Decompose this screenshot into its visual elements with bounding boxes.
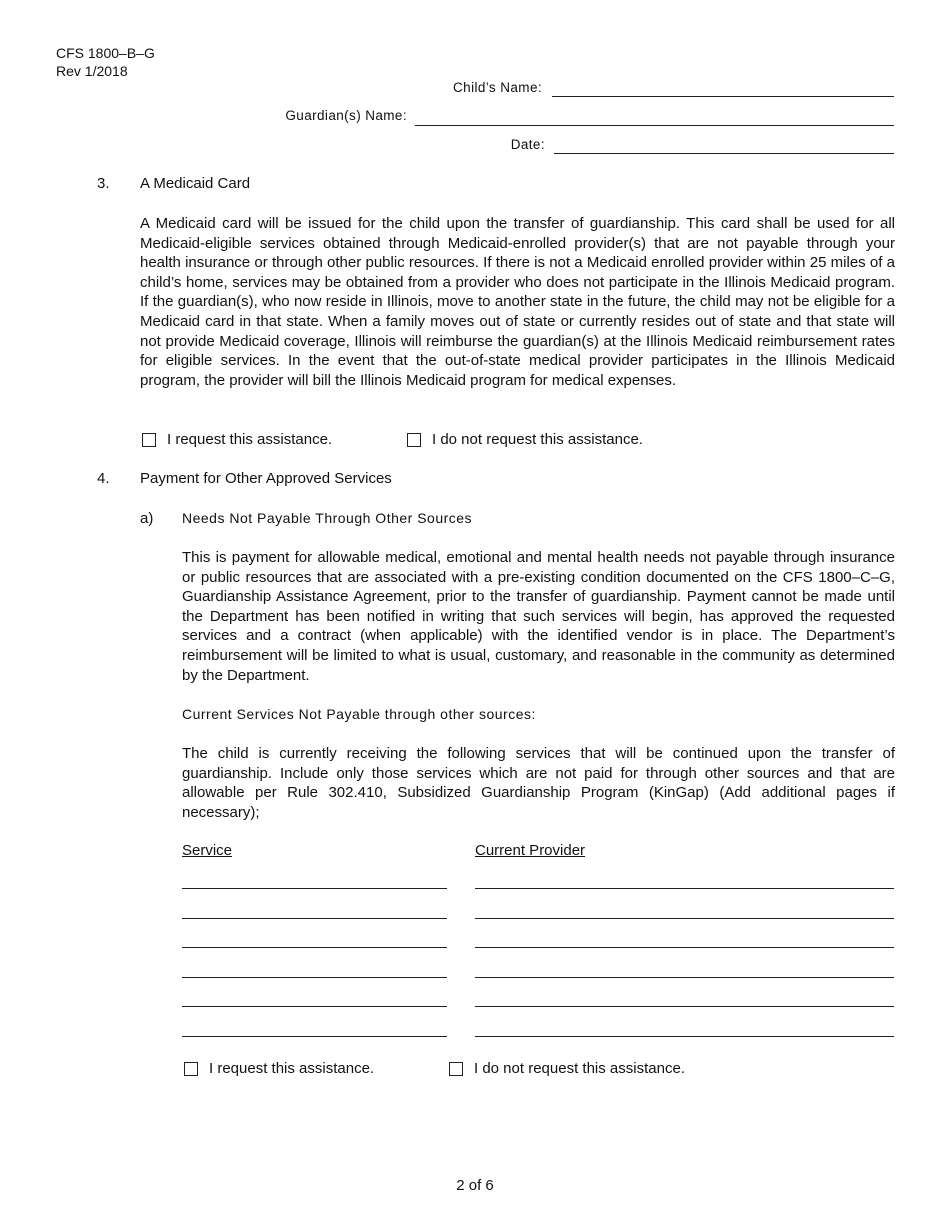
service-line[interactable]: [182, 1036, 447, 1037]
section-4a-no-request-label: I do not request this assistance.: [474, 1060, 685, 1077]
service-line[interactable]: [182, 888, 447, 889]
service-line[interactable]: [182, 918, 447, 919]
page-number: 2 of 6: [456, 1177, 494, 1194]
subsection-a-title: Needs Not Payable Through Other Sources: [182, 510, 473, 526]
section-3-request-label: I request this assistance.: [167, 431, 333, 448]
form-number: CFS 1800–B–G: [56, 45, 155, 61]
section-4-number: 4.: [97, 470, 110, 487]
guardian-name-field[interactable]: [415, 125, 894, 126]
date-field[interactable]: [554, 153, 894, 154]
subsection-a-letter: a): [140, 510, 154, 527]
child-name-field[interactable]: [552, 96, 894, 97]
subsection-a-body: This is payment for allowable medical, emotional and mental health needs not payable through insurance or public resources that are associated with a pre-existing condition documented on the CFS 1800–C–G, Guardianship Assistance Agreement, prior to the transfer of guardianship. Payment cannot be made until the Department has been notified in writing that such services will begin, has approved the requested services and a contract (when applicable) with the identified vendor is in place. The Department’s reimbursement will be limited to what is usual, customary, and reasonable in the community as determined by the Department.: [182, 549, 895, 684]
date-label: Date:: [510, 137, 545, 152]
provider-line[interactable]: [475, 977, 894, 978]
provider-line[interactable]: [475, 918, 894, 919]
section-3-no-request-option[interactable]: [407, 431, 643, 448]
section-4a-no-request-option[interactable]: [449, 1060, 685, 1077]
checkbox[interactable]: [142, 433, 156, 447]
form-revision: Rev 1/2018: [56, 63, 128, 79]
current-services-title: Current Services Not Payable through other sources:: [182, 706, 536, 722]
section-3-request-option[interactable]: [142, 431, 332, 448]
child-name-label: Child’s Name:: [453, 80, 542, 95]
section-4-title: Payment for Other Approved Services: [140, 470, 392, 487]
provider-line[interactable]: [475, 947, 894, 948]
provider-line[interactable]: [475, 888, 894, 889]
service-line[interactable]: [182, 1006, 447, 1007]
section-3-body: A Medicaid card will be issued for the child upon the transfer of guardianship. This card shall be used for all Medicaid-eligible services obtained through Medicaid-enrolled provider(s) that are not payable through your health insurance or through other public resources. If there is not a Medicaid enrolled provider within 25 miles of a child’s home, services may be obtained from a provider who does not participate in the Illinois Medicaid program. If the guardian(s), who now reside in Illinois, move to another state in the future, the child may not be eligible for a Medicaid card in that state. When a family moves out of state or currently resides out of state and that state will not provide Medicaid coverage, Illinois will reimburse the guardian(s) at the Illinois Medicaid reimbursement rates for eligible services. In the event that the out-of-state medical provider participates in the Illinois Medicaid program, the provider will bill the Illinois Medicaid program for medical expenses.: [140, 215, 895, 389]
section-3-no-request-label: I do not request this assistance.: [432, 431, 643, 448]
checkbox[interactable]: [184, 1062, 198, 1076]
guardian-name-label: Guardian(s) Name:: [285, 108, 407, 123]
section-4a-request-label: I request this assistance.: [209, 1060, 375, 1077]
section-3-number: 3.: [97, 175, 110, 192]
form-id-block: [56, 44, 155, 80]
section-4a-request-option[interactable]: [184, 1060, 374, 1077]
provider-line[interactable]: [475, 1006, 894, 1007]
checkbox[interactable]: [449, 1062, 463, 1076]
checkbox[interactable]: [407, 433, 421, 447]
service-line[interactable]: [182, 947, 447, 948]
service-column-header: Service: [182, 842, 233, 859]
service-line[interactable]: [182, 977, 447, 978]
provider-line[interactable]: [475, 1036, 894, 1037]
provider-column-header: Current Provider: [475, 842, 586, 859]
section-3-title: A Medicaid Card: [140, 175, 251, 192]
current-services-body: The child is currently receiving the following services that will be continued upon the transfer of guardianship. Include only those services which are not paid for through other sources and that are allowable per Rule 302.410, Subsidized Guardianship Program (KinGap) (Add additional pages if necessary);: [182, 745, 895, 821]
